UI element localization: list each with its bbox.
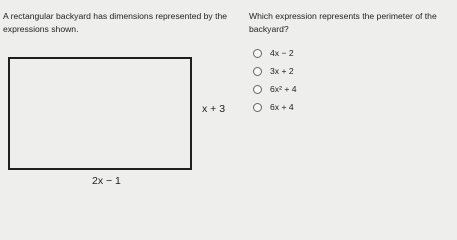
answer-option-label: 6x² + 4 [270, 84, 297, 94]
problem-statement: A rectangular backyard has dimensions represented by the expressions shown. [3, 11, 228, 34]
answer-option-1[interactable] [253, 44, 297, 62]
answer-option-2[interactable] [253, 62, 297, 80]
backyard-rectangle [8, 57, 192, 170]
answer-option-label: 4x − 2 [270, 48, 294, 58]
answer-options [253, 44, 297, 116]
answer-option-4[interactable] [253, 98, 297, 116]
question-text: Which expression represents the perimeter of the backyard? [249, 11, 437, 34]
radio-button[interactable] [253, 103, 262, 112]
answer-option-label: 6x + 4 [270, 102, 294, 112]
radio-button[interactable] [253, 49, 262, 58]
radio-button[interactable] [253, 67, 262, 76]
answer-option-label: 3x + 2 [270, 66, 294, 76]
radio-button[interactable] [253, 85, 262, 94]
side-length-label: x + 3 [202, 103, 226, 115]
bottom-length-label: 2x − 1 [92, 175, 121, 187]
answer-option-3[interactable] [253, 80, 297, 98]
